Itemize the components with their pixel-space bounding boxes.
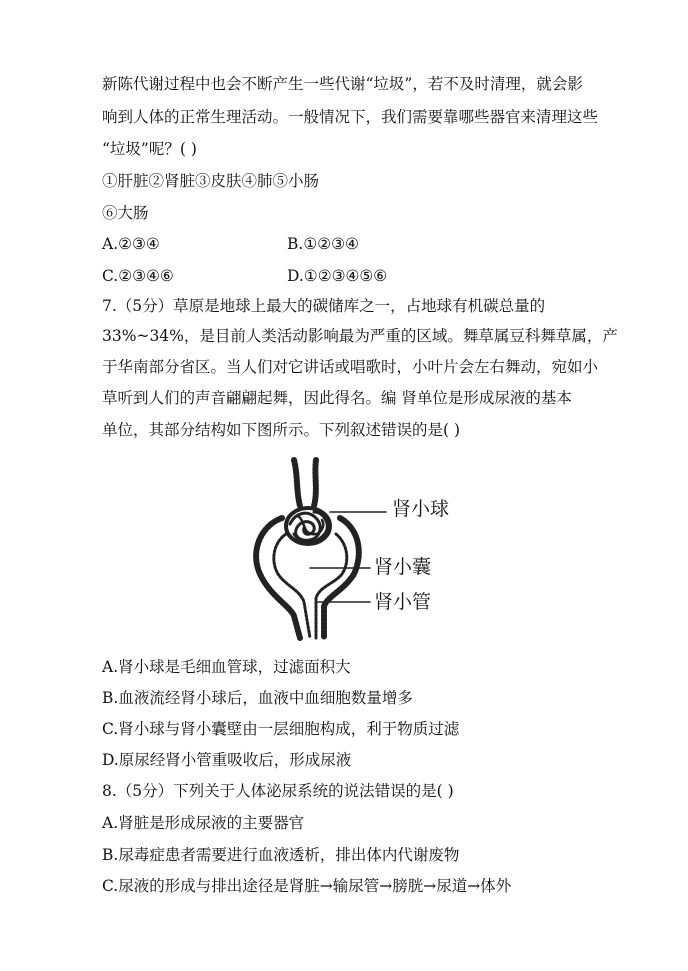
q7-stem-line2: 33%~34%，是目前人类活动影响最为严重的区域。舞草属豆科舞草属，产 [102,327,618,345]
q8-option-b: B.尿毒症患者需要进行血液透析，排出体内代谢废物 [102,846,460,864]
q6-items-line1: ①肝脏②肾脏③皮肤④肺⑤小肠 [102,172,320,190]
glomerulus-label: 肾小球 [392,498,450,520]
q7-option-a: A.肾小球是毛细血管球，过滤面积大 [102,658,351,676]
nephron-diagram [246,456,486,644]
q7-stem-line5: 单位，其部分结构如下图所示。下列叙述错误的是( ) [102,421,461,439]
q6-stem-line1: 新陈代谢过程中也会不断产生一些代谢“垃圾”，若不及时清理，就会影 [102,75,583,93]
q7-option-c: C.肾小球与肾小囊壁由一层细胞构成，利于物质过滤 [102,720,460,738]
q6-option-c: C.②③④⑥ [102,267,174,285]
bowmans-capsule-label: 肾小囊 [374,556,432,578]
q7-option-d: D.原尿经肾小管重吸收后，形成尿液 [102,751,352,769]
q6-option-a: A.②③④ [102,235,160,253]
q6-option-b: B.①②③④ [287,235,359,253]
q8-option-a: A.肾脏是形成尿液的主要器官 [102,814,305,832]
q6-stem-line2: 响到人体的正常生理活动。一般情况下，我们需要靠哪些器官来清理这些 [102,108,599,126]
q7-option-b: B.血液流经肾小球后，血液中血细胞数量增多 [102,689,413,707]
nephron-illustration [246,456,486,644]
renal-tubule-label: 肾小管 [374,591,432,613]
q7-stem-line3: 于华南部分省区。当人们对它讲话或唱歌时，小叶片会左右舞动，宛如小 [102,358,599,376]
q6-stem-line3: “垃圾”呢？( ) [102,140,197,158]
q6-option-d: D.①②③④⑤⑥ [287,267,388,285]
q8-option-c: C.尿液的形成与排出途径是肾脏→输尿管→膀胱→尿道→体外 [102,877,512,895]
q6-items-line2: ⑥大肠 [102,204,149,222]
q7-stem-line1: 7.（5分）草原是地球上最大的碳储库之一，占地球有机碳总量的 [102,297,546,315]
q8-stem: 8.（5分）下列关于人体泌尿系统的说法错误的是( ) [102,782,454,800]
q7-stem-line4: 草听到人们的声音翩翩起舞，因此得名。编 肾单位是形成尿液的基本 [102,389,572,407]
